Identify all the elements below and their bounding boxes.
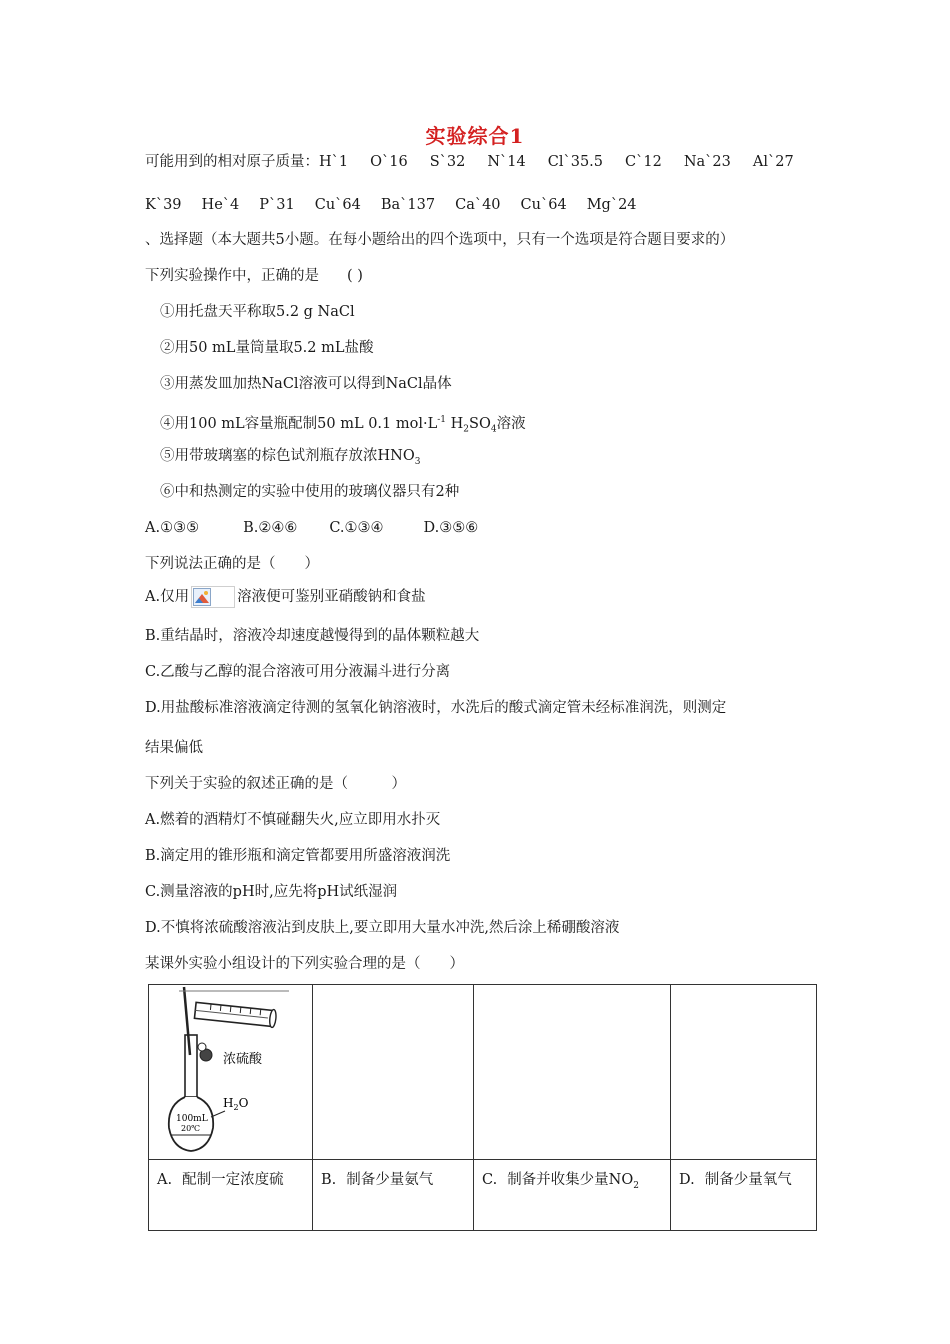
caption-text: 制备少量氨气 bbox=[346, 1172, 434, 1188]
atomic-mass-item: Ca`40 bbox=[455, 197, 501, 213]
item-text-tail: 溶液 bbox=[496, 415, 526, 432]
flask-volume-label: 100mL bbox=[176, 1114, 208, 1124]
q4-options-table bbox=[148, 984, 817, 1231]
formula-part: SO bbox=[469, 415, 491, 432]
caption-text: 配制一定浓度硫 bbox=[182, 1172, 284, 1188]
option-c: C.①③④ bbox=[329, 520, 384, 536]
caption-a bbox=[149, 1160, 313, 1231]
atomic-mass-item: Na`23 bbox=[683, 154, 731, 170]
subscript: 2 bbox=[463, 424, 470, 435]
atomic-mass-item: Cu`64 bbox=[314, 197, 361, 213]
atomic-mass-item: C`12 bbox=[625, 154, 662, 170]
atomic-mass-item: Cu`64 bbox=[520, 197, 567, 213]
label-concentrated-sulfuric-acid: 浓硫酸 bbox=[223, 1052, 263, 1067]
caption-b bbox=[313, 1160, 474, 1231]
apparatus-cell-d bbox=[671, 985, 817, 1160]
question-2-stem: 下列说法正确的是（ ） bbox=[145, 556, 319, 572]
q2-option-b: B.重结晶时，溶液冷却速度越慢得到的晶体颗粒越大 bbox=[145, 628, 480, 644]
atomic-mass-item: S`32 bbox=[429, 154, 466, 170]
option-text-tail: 溶液便可鉴别亚硝酸钠和食盐 bbox=[237, 589, 426, 605]
superscript: -1 bbox=[437, 415, 447, 425]
question-stem-text: 下列实验操作中，正确的是 bbox=[145, 268, 319, 284]
item-text: ⑤用带玻璃塞的棕色试剂瓶存放浓HNO bbox=[160, 448, 415, 464]
caption-letter: D. bbox=[679, 1172, 695, 1188]
atomic-mass-item: He`4 bbox=[201, 197, 240, 213]
subscript: 2 bbox=[633, 1180, 639, 1191]
atomic-mass-item: Al`27 bbox=[752, 154, 794, 170]
q1-item-6: ⑥中和热测定的实验中使用的玻璃仪器只有2种 bbox=[160, 484, 460, 500]
broken-image-icon bbox=[191, 586, 235, 608]
atomic-mass-row-2 bbox=[145, 195, 637, 215]
q1-item-2: ②用50 mL量筒量取5.2 mL盐酸 bbox=[160, 340, 374, 356]
atomic-mass-item: Ba`137 bbox=[380, 197, 436, 213]
atomic-mass-label: 可能用到的相对原子质量： bbox=[145, 154, 319, 170]
caption-letter: C. bbox=[482, 1172, 498, 1188]
option-a: A.①③⑤ bbox=[145, 520, 200, 536]
q2-option-a bbox=[145, 586, 426, 608]
option-d: D.③⑤⑥ bbox=[423, 520, 479, 536]
subscript: 3 bbox=[414, 456, 421, 467]
option-text: A.仅用 bbox=[145, 589, 190, 605]
item-text: ④用100 mL容量瓶配制50 mL 0.1 mol·L bbox=[160, 415, 438, 432]
caption-d bbox=[671, 1160, 817, 1231]
apparatus-cell-b bbox=[313, 985, 474, 1160]
q1-item-1: ①用托盘天平称取5.2 g NaCl bbox=[160, 304, 355, 320]
atomic-mass-item: H`1 bbox=[319, 154, 349, 170]
caption-c bbox=[474, 1160, 671, 1231]
atomic-mass-item: N`14 bbox=[487, 154, 526, 170]
caption-text: 制备少量氧气 bbox=[704, 1172, 792, 1188]
atomic-mass-item: K`39 bbox=[145, 197, 182, 213]
q1-item-4 bbox=[160, 410, 526, 440]
section-heading: 、选择题（本大题共5小题。在每小题给出的四个选项中，只有一个选项是符合题目要求的） bbox=[145, 232, 735, 248]
q3-option-c: C.测量溶液的pH时,应先将pH试纸湿润 bbox=[145, 884, 398, 900]
answer-paren: ( ) bbox=[347, 268, 363, 284]
q3-option-a: A.燃着的酒精灯不慎碰翻失火,应立即用水扑灭 bbox=[145, 812, 441, 828]
q1-item-5 bbox=[160, 446, 420, 472]
atomic-mass-item: Cl`35.5 bbox=[547, 154, 604, 170]
formula-part: H bbox=[450, 415, 464, 432]
subscript: 4 bbox=[490, 424, 497, 435]
atomic-mass-row-1 bbox=[145, 152, 794, 172]
atomic-mass-item: Mg`24 bbox=[586, 197, 637, 213]
q2-option-d: D.用盐酸标准溶液滴定待测的氢氧化钠溶液时，水洗后的酸式滴定管未经标准润洗，则测定 bbox=[145, 700, 727, 716]
apparatus-cell-c bbox=[474, 985, 671, 1160]
q2-option-c: C.乙酸与乙醇的混合溶液可用分液漏斗进行分离 bbox=[145, 664, 451, 680]
q1-item-3: ③用蒸发皿加热NaCl溶液可以得到NaCl晶体 bbox=[160, 376, 452, 392]
question-4-stem: 某课外实验小组设计的下列实验合理的是（ ） bbox=[145, 956, 464, 972]
page-title: 实验综合1 bbox=[425, 124, 525, 148]
flask-temperature-label: 20℃ bbox=[181, 1124, 201, 1133]
q3-option-d: D.不慎将浓硫酸溶液沾到皮肤上,要立即用大量水冲洗,然后涂上稀硼酸溶液 bbox=[145, 920, 620, 936]
question-3-stem: 下列关于实验的叙述正确的是（ ） bbox=[145, 776, 406, 792]
label-water: $H_2O$ bbox=[223, 1096, 249, 1112]
q1-options bbox=[145, 518, 478, 538]
q3-option-b: B.滴定用的锥形瓶和滴定管都要用所盛溶液润洗 bbox=[145, 848, 451, 864]
atomic-mass-item: P`31 bbox=[259, 197, 295, 213]
volumetric-flask-apparatus bbox=[149, 985, 311, 1155]
option-b: B.②④⑥ bbox=[243, 520, 298, 536]
question-1-stem bbox=[145, 266, 363, 286]
apparatus-cell-a bbox=[149, 985, 313, 1160]
atomic-mass-item: O`16 bbox=[370, 154, 408, 170]
caption-letter: A. bbox=[157, 1172, 173, 1188]
caption-letter: B. bbox=[321, 1172, 337, 1188]
caption-text: 制备并收集少量NO bbox=[507, 1172, 634, 1188]
q2-option-d-continued: 结果偏低 bbox=[145, 740, 203, 756]
